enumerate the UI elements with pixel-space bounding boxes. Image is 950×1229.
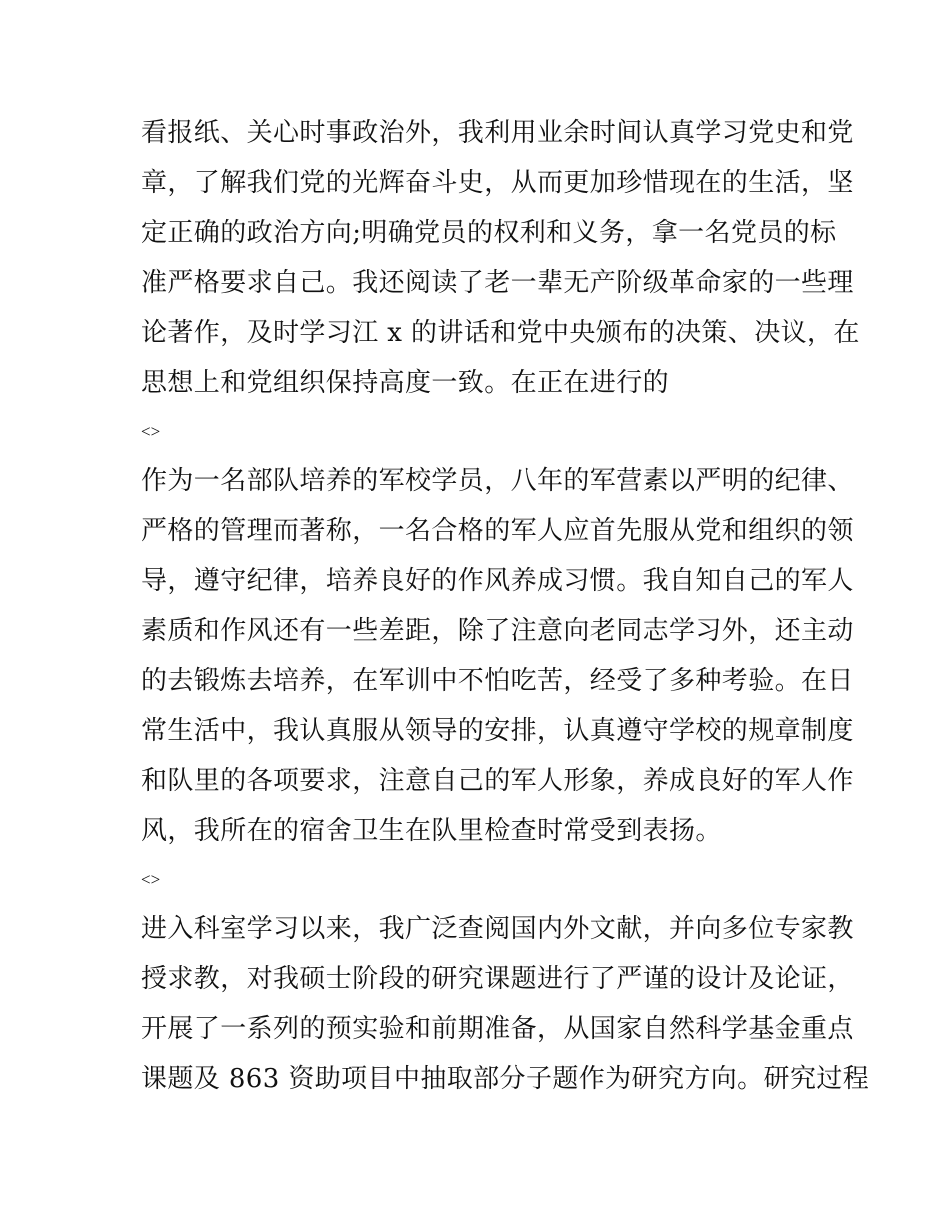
text-line: 常生活中，我认真服从领导的安排，认真遵守学校的规章制度: [141, 716, 854, 746]
section-marker: <>: [141, 870, 161, 889]
text-line: 定正确的政治方向;明确党员的权利和义务，拿一名党员的标: [141, 218, 837, 248]
text-line: 思想上和党组织保持高度一致。在正在进行的: [141, 368, 670, 398]
text-line: 严格的管理而著称，一名合格的军人应首先服从党和组织的领: [141, 516, 854, 546]
paragraph-3: [141, 904, 870, 1104]
text-line: 课题及 863 资助项目中抽取部分子题作为研究方向。研究过程: [141, 1064, 870, 1094]
text-line: 论著作，及时学习江 x 的讲话和党中央颁布的决策、决议，在: [141, 318, 860, 348]
paragraph-2: [141, 456, 854, 856]
text-line: 的去锻炼去培养，在军训中不怕吃苦，经受了多种考验。在日: [141, 666, 854, 696]
text-line: 准严格要求自己。我还阅读了老一辈无产阶级革命家的一些理: [141, 268, 854, 298]
text-line: 风，我所在的宿舍卫生在队里检查时常受到表扬。: [141, 816, 722, 846]
text-line: 看报纸、关心时事政治外，我利用业余时间认真学习党史和党: [141, 118, 854, 148]
text-line: 和队里的各项要求，注意自己的军人形象，养成良好的军人作: [141, 766, 854, 796]
section-marker: <>: [141, 422, 161, 441]
text-line: 作为一名部队培养的军校学员，八年的军营素以严明的纪律、: [141, 466, 854, 496]
text-line: 素质和作风还有一些差距，除了注意向老同志学习外，还主动: [141, 616, 854, 646]
text-line: 导，遵守纪律，培养良好的作风养成习惯。我自知自己的军人: [141, 566, 854, 596]
text-line: 授求教，对我硕士阶段的研究课题进行了严谨的设计及论证，: [141, 964, 854, 994]
paragraph-1: [141, 108, 860, 408]
text-line: 进入科室学习以来，我广泛查阅国内外文献，并向多位专家教: [141, 914, 854, 944]
text-line: 开展了一系列的预实验和前期准备，从国家自然科学基金重点: [141, 1014, 854, 1044]
text-line: 章，了解我们党的光辉奋斗史，从而更加珍惜现在的生活，坚: [141, 168, 854, 198]
document-body: [141, 108, 870, 1104]
